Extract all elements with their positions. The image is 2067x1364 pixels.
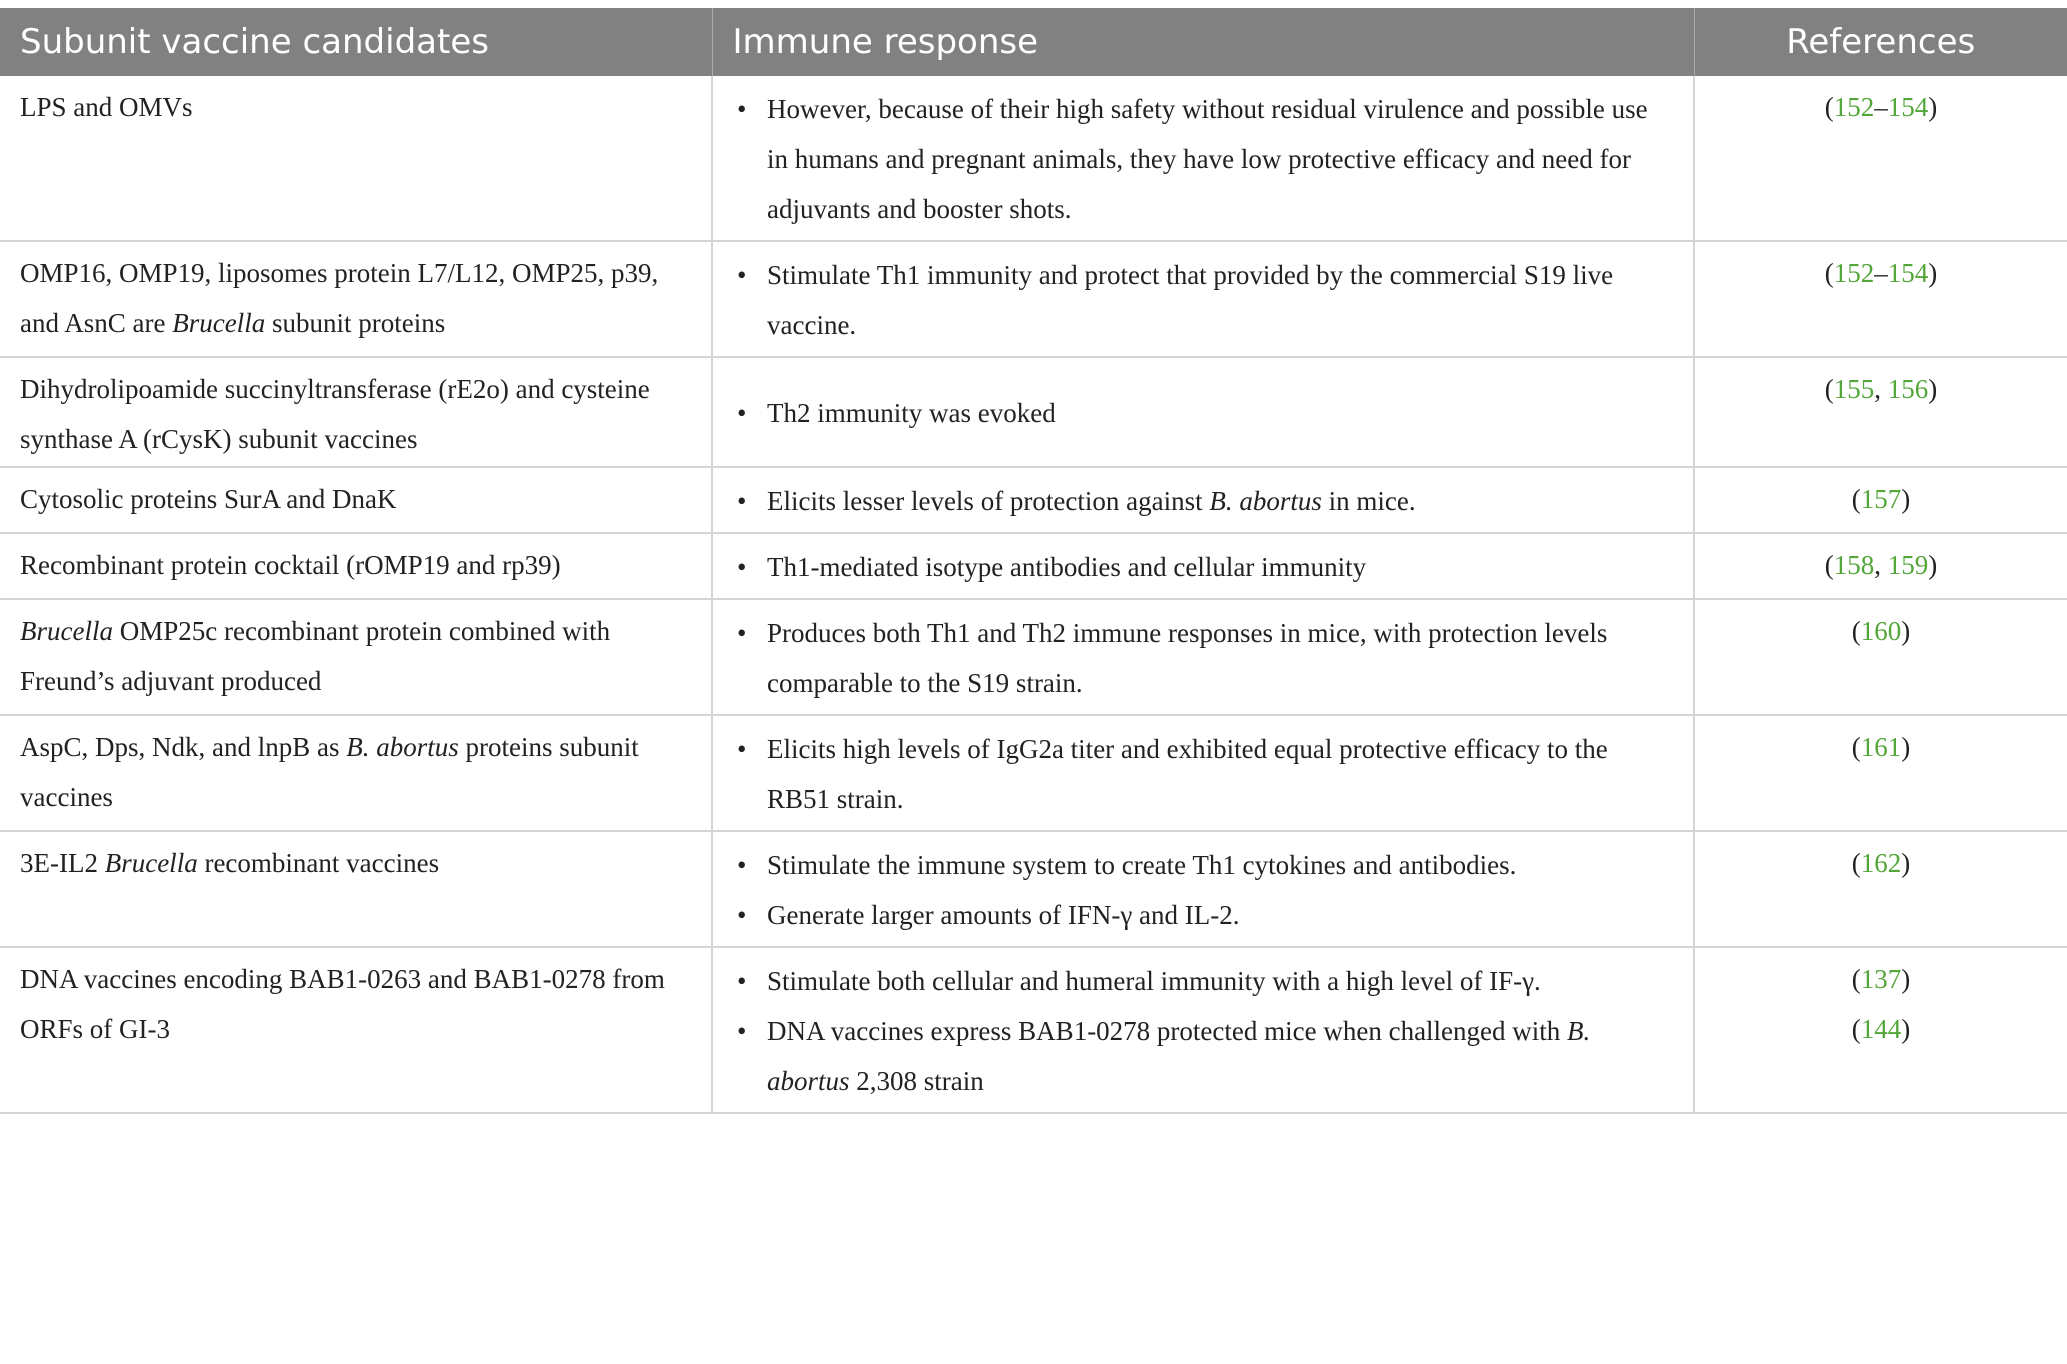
immune-response-cell (712, 947, 1694, 1113)
reference-close-paren: ) (1928, 550, 1938, 580)
candidate-cell (0, 599, 712, 715)
reference-number-link[interactable]: 137 (1860, 964, 1902, 994)
italic-text: Brucella (104, 848, 198, 878)
text-segment: Stimulate Th1 immunity and protect that provided by the commercial S19 live vaccine. (767, 260, 1614, 340)
references-cell (1694, 947, 2067, 1113)
references-cell (1694, 715, 2067, 831)
header-row (0, 8, 2067, 76)
reference-separator: , (1874, 374, 1888, 404)
candidate-cell (0, 533, 712, 599)
reference-citation (1715, 1004, 2047, 1054)
immune-response-cell (712, 241, 1694, 357)
text-segment: DNA vaccines encoding BAB1-0263 and BAB1-0278 from ORFs of GI-3 (20, 964, 665, 1044)
text-segment: Elicits lesser levels of protection against (767, 486, 1210, 516)
italic-text: B. abortus (346, 732, 459, 762)
table-row (0, 76, 2067, 241)
response-list (733, 840, 1673, 940)
response-list (733, 542, 1673, 592)
table-row (0, 467, 2067, 533)
references-cell (1694, 241, 2067, 357)
reference-number-link[interactable]: 156 (1887, 374, 1929, 404)
text-segment: subunit proteins (265, 308, 446, 338)
reference-citation (1715, 954, 2047, 1004)
text-segment: LPS and OMVs (20, 92, 193, 122)
vaccine-table-container (0, 8, 2067, 1114)
references-cell (1694, 533, 2067, 599)
response-list (733, 388, 1673, 438)
reference-citation (1715, 606, 2047, 656)
text-segment: DNA vaccines express BAB1-0278 protected mice when challenged with (767, 1016, 1568, 1046)
reference-close-paren: ) (1901, 732, 1911, 762)
candidate-cell (0, 715, 712, 831)
text-segment: Produces both Th1 and Th2 immune responses in mice, with protection levels comparable to the S19 strain. (767, 618, 1608, 698)
reference-separator: , (1874, 550, 1888, 580)
response-item (767, 956, 1673, 1006)
reference-open-paren: ( (1851, 1014, 1861, 1044)
text-segment: Recombinant protein cocktail (rOMP19 and rp39) (20, 550, 561, 580)
text-segment: proteins subunit vaccines (20, 732, 639, 812)
reference-open-paren: ( (1824, 258, 1834, 288)
text-segment: 3E-IL2 (20, 848, 105, 878)
text-segment: Dihydrolipoamide succinyltransferase (rE2o) and cysteine synthase A (rCysK) subunit vaccines (20, 374, 650, 454)
immune-response-cell (712, 831, 1694, 947)
response-list (733, 956, 1673, 1106)
reference-close-paren: ) (1901, 1014, 1911, 1044)
table-row (0, 599, 2067, 715)
text-segment: Stimulate the immune system to create Th1 cytokines and antibodies. (767, 850, 1517, 880)
reference-number-link[interactable]: 161 (1860, 732, 1902, 762)
italic-text: Brucella (20, 616, 113, 646)
reference-number-link[interactable]: 152 (1833, 258, 1875, 288)
immune-response-cell (712, 467, 1694, 533)
reference-close-paren: ) (1901, 484, 1911, 514)
text-segment: OMP25c recombinant protein combined with Freund’s adjuvant produced (20, 616, 611, 696)
references-cell (1694, 831, 2067, 947)
table-header (0, 8, 2067, 76)
reference-citation (1715, 364, 2047, 414)
immune-response-cell (712, 357, 1694, 467)
reference-number-link[interactable]: 154 (1887, 258, 1929, 288)
reference-number-link[interactable]: 144 (1860, 1014, 1902, 1044)
candidate-cell (0, 831, 712, 947)
reference-open-paren: ( (1824, 374, 1834, 404)
immune-response-cell (712, 715, 1694, 831)
reference-open-paren: ( (1824, 92, 1834, 122)
table-row (0, 831, 2067, 947)
table-row (0, 947, 2067, 1113)
reference-citation (1715, 82, 2047, 132)
reference-citation (1715, 248, 2047, 298)
text-segment: Th1-mediated isotype antibodies and cellular immunity (767, 552, 1367, 582)
reference-citation (1715, 838, 2047, 888)
reference-number-link[interactable]: 162 (1860, 848, 1902, 878)
response-item (767, 542, 1673, 592)
reference-close-paren: ) (1928, 258, 1938, 288)
candidate-cell (0, 241, 712, 357)
immune-response-cell (712, 76, 1694, 241)
table-row (0, 715, 2067, 831)
table-body (0, 76, 2067, 1113)
reference-close-paren: ) (1928, 92, 1938, 122)
references-cell (1694, 599, 2067, 715)
header-references: References (1694, 8, 2067, 76)
reference-number-link[interactable]: 160 (1860, 616, 1902, 646)
candidate-cell (0, 467, 712, 533)
response-list (733, 608, 1673, 708)
header-candidates: Subunit vaccine candidates (0, 8, 712, 76)
text-segment: recombinant vaccines (197, 848, 440, 878)
reference-separator: – (1874, 258, 1888, 288)
reference-open-paren: ( (1851, 964, 1861, 994)
text-segment: Elicits high levels of IgG2a titer and exhibited equal protective efficacy to the RB51 strain. (767, 734, 1608, 814)
text-segment: Stimulate both cellular and humeral immunity with a high level of IF-γ. (767, 966, 1541, 996)
text-segment: 2,308 strain (849, 1066, 984, 1096)
reference-separator: – (1874, 92, 1888, 122)
response-list (733, 84, 1673, 234)
table-row (0, 533, 2067, 599)
subunit-vaccine-table (0, 8, 2067, 1114)
reference-citation (1715, 722, 2047, 772)
reference-number-link[interactable]: 159 (1887, 550, 1929, 580)
response-item (767, 840, 1673, 890)
response-item (767, 890, 1673, 940)
candidate-cell (0, 357, 712, 467)
reference-open-paren: ( (1851, 484, 1861, 514)
response-list (733, 250, 1673, 350)
table-row (0, 241, 2067, 357)
text-segment: Cytosolic proteins SurA and DnaK (20, 484, 397, 514)
candidate-cell (0, 947, 712, 1113)
text-segment: OMP16, OMP19, liposomes protein L7/L12, OMP25, p39, and AsnC are (20, 258, 659, 338)
reference-open-paren: ( (1851, 848, 1861, 878)
text-segment: AspC, Dps, Ndk, and lnpB as (20, 732, 347, 762)
reference-close-paren: ) (1901, 964, 1911, 994)
candidate-cell (0, 76, 712, 241)
italic-text: Brucella (172, 308, 266, 338)
header-immune-response: Immune response (712, 8, 1694, 76)
reference-open-paren: ( (1851, 732, 1861, 762)
response-list (733, 724, 1673, 824)
table-row (0, 357, 2067, 467)
references-cell (1694, 467, 2067, 533)
response-item (767, 608, 1673, 708)
response-item (767, 724, 1673, 824)
response-item (767, 1006, 1673, 1106)
response-item (767, 388, 1673, 438)
reference-citation (1715, 474, 2047, 524)
reference-number-link[interactable]: 154 (1887, 92, 1929, 122)
reference-close-paren: ) (1901, 848, 1911, 878)
reference-number-link[interactable]: 157 (1860, 484, 1902, 514)
reference-close-paren: ) (1928, 374, 1938, 404)
text-segment: in mice. (1321, 486, 1416, 516)
response-item (767, 476, 1673, 526)
response-item (767, 250, 1673, 350)
reference-number-link[interactable]: 152 (1833, 92, 1875, 122)
response-list (733, 476, 1673, 526)
reference-number-link[interactable]: 158 (1833, 550, 1875, 580)
reference-open-paren: ( (1824, 550, 1834, 580)
response-item (767, 84, 1673, 234)
references-cell (1694, 357, 2067, 467)
immune-response-cell (712, 599, 1694, 715)
reference-number-link[interactable]: 155 (1833, 374, 1875, 404)
references-cell (1694, 76, 2067, 241)
text-segment: Generate larger amounts of IFN-γ and IL-2. (767, 900, 1240, 930)
immune-response-cell (712, 533, 1694, 599)
text-segment: However, because of their high safety without residual virulence and possible use in humans and pregnant animals, they have low protective efficacy and need for adjuvants and booster shots. (767, 94, 1648, 224)
reference-close-paren: ) (1901, 616, 1911, 646)
italic-text: B. abortus (1209, 486, 1322, 516)
reference-open-paren: ( (1851, 616, 1861, 646)
italic-text: B. abortus (767, 1016, 1591, 1096)
reference-citation (1715, 540, 2047, 590)
text-segment: Th2 immunity was evoked (767, 398, 1056, 428)
